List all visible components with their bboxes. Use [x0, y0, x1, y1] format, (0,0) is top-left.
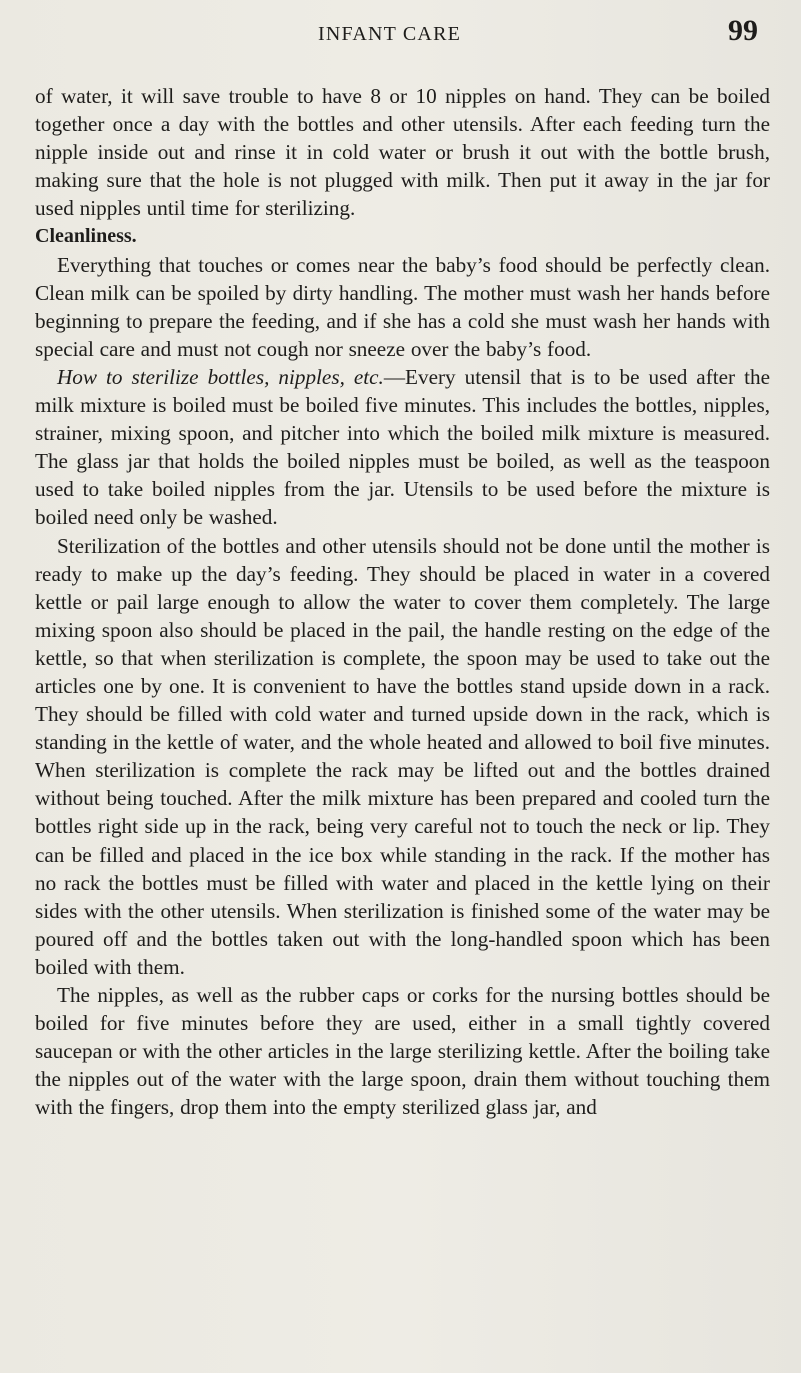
paragraph-how-to-sterilize — [35, 363, 770, 532]
section-heading-cleanliness: Cleanliness. — [35, 225, 137, 248]
paragraph-continuation: of water, it will save trouble to have 8 or 10 nipples on hand. They can be boiled together once a day with the bottles and other utensils. After each feeding turn the nipple inside out and rinse it in cold water or brush it out with the bottle brush, making sure that the hole is not plugged with milk. Then put it away in the jar for used nipples until time for sterilizing. — [35, 84, 770, 221]
paragraph-sterilization: Sterilization of the bottles and other utensils should not be done until the mother is ready to make up the day’s feeding. They should be placed in water in a covered kettle or pail large enough to allow the water to cover them completely. The large mixing spoon also should be placed in the pail, the handle resting on the edge of the kettle, so that when sterilization is complete, the spoon may be used to take out the articles one by one. It is convenient to have the bottles stand upside down in a rack. They should be filled with cold water and turned upside down in the rack, which is standing in the kettle of water, and the whole heated and allowed to boil five minutes. When sterilization is complete the rack may be lifted out and the bottles drained without being touched. After the milk mixture has been prepared and cooled turn the bottles right side up in the rack, being very careful not to touch the neck or lip. They can be filled and placed in the ice box while standing in the rack. If the mother has no rack the bottles must be filled with water and placed in the kettle lying on their sides with the other utensils. When sterilization is finished some of the water may be poured off and the bottles taken out with the long-handled spoon which has been boiled with them. — [35, 533, 770, 979]
paragraph-body: —Every utensil that is to be used after the milk mixture is boiled must be boiled five minutes. This includes the bottles, nipples, strainer, mixing spoon, and pitcher into which the boiled milk mixture is measured. The glass jar that holds the boiled nipples must be boiled, as well as the teaspoon used to take boiled nipples from the jar. Utensils to be used before the mixture is boiled need only be washed. — [35, 364, 770, 530]
page-number: 99 — [728, 14, 758, 47]
paragraph-nipples: The nipples, as well as the rubber caps or corks for the nursing bottles should be boiled for five minutes before they are used, either in a small tightly covered saucepan or with the other articles in the large sterilizing kettle. After the boiling take the nipples out of the water with the large spoon, drain them without touching them with the fingers, drop them into the empty sterilized glass jar, and — [35, 983, 770, 1120]
paragraph-lead-in: How to sterilize bottles, nipples, etc. — [57, 364, 384, 389]
running-title: INFANT CARE — [318, 23, 462, 45]
body-text — [35, 82, 770, 1121]
running-head — [0, 14, 801, 54]
paragraph-cleanliness: Everything that touches or comes near the baby’s food should be perfectly clean. Clean milk can be spoiled by dirty handling. The mother must wash her hands before beginning to prepare the feeding, and if she has a cold she must wash her hands with special care and must not cough nor sneeze over the baby’s food. — [35, 252, 770, 361]
